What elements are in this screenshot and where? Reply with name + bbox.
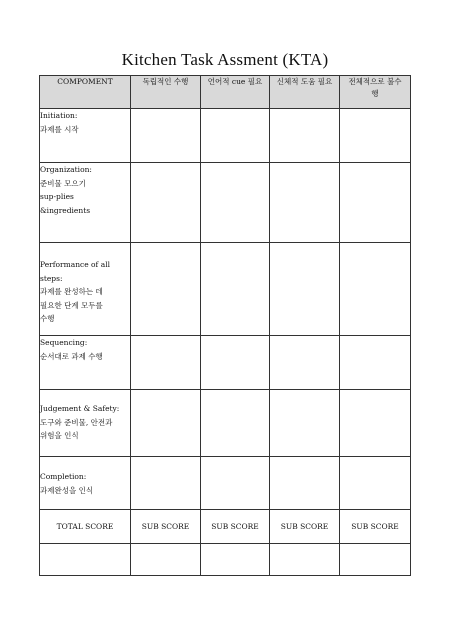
component-text: 도구와 준비물, 안전과 — [40, 417, 113, 427]
header-verbal-cue: 언어적 cue 필요 — [201, 76, 270, 109]
component-text: 필요한 단계 모두를 — [40, 300, 103, 310]
score-cell[interactable] — [340, 163, 411, 243]
component-text: 위험을 인식 — [40, 431, 79, 440]
score-cell[interactable] — [270, 390, 340, 457]
component-text: Completion: — [40, 472, 87, 481]
score-cell[interactable] — [270, 457, 340, 510]
document-title: Kitchen Task Assment (KTA) — [121, 50, 329, 69]
component-text: Sequencing: — [40, 338, 88, 347]
score-cell[interactable] — [131, 336, 201, 390]
score-cell[interactable] — [201, 336, 270, 390]
sub-score-cell[interactable] — [201, 544, 270, 576]
score-cell[interactable] — [131, 163, 201, 243]
component-text: 준비물 모으기 — [40, 178, 86, 188]
component-cell — [40, 336, 131, 390]
component-text: 과제완성을 인식 — [40, 485, 94, 495]
sub-score-cell[interactable] — [340, 544, 411, 576]
component-text: &ingredients — [40, 205, 91, 215]
score-cell[interactable] — [201, 243, 270, 336]
total-value-row — [40, 544, 411, 576]
header-independent: 독립적인 수행 — [131, 76, 201, 109]
component-text: Performance of all — [40, 260, 110, 269]
component-cell — [40, 163, 131, 243]
score-cell[interactable] — [131, 457, 201, 510]
component-text: Initiation: — [40, 111, 78, 120]
header-not-performed: 전체적으로 불수행 — [340, 76, 411, 109]
header-physical-assist: 신체적 도움 필요 — [270, 76, 340, 109]
total-score-cell[interactable] — [40, 544, 131, 576]
table-row-judgement — [40, 390, 411, 457]
score-cell[interactable] — [340, 390, 411, 457]
score-cell[interactable] — [270, 109, 340, 163]
component-text: 과제를 완성하는 데 — [40, 287, 103, 296]
table-row-initiation — [40, 109, 411, 163]
component-text: sup-plies — [40, 192, 74, 201]
header-component: COMPOMENT — [40, 76, 131, 109]
score-cell[interactable] — [201, 457, 270, 510]
component-text: 수행 — [40, 314, 55, 323]
score-cell[interactable] — [340, 109, 411, 163]
score-cell[interactable] — [131, 390, 201, 457]
kta-table — [39, 75, 411, 576]
sub-score-label: SUB SCORE — [340, 510, 411, 544]
score-cell[interactable] — [270, 336, 340, 390]
header-row — [40, 76, 411, 109]
sub-score-cell[interactable] — [270, 544, 340, 576]
total-score-row — [40, 510, 411, 544]
table-row-organization — [40, 163, 411, 243]
component-cell — [40, 109, 131, 163]
component-text: steps: — [40, 273, 63, 283]
score-cell[interactable] — [340, 457, 411, 510]
component-text: Organization: — [40, 165, 92, 174]
score-cell[interactable] — [270, 243, 340, 336]
score-cell[interactable] — [131, 243, 201, 336]
score-cell[interactable] — [201, 163, 270, 243]
sub-score-label: SUB SCORE — [131, 510, 201, 544]
sub-score-label: SUB SCORE — [201, 510, 270, 544]
score-cell[interactable] — [201, 390, 270, 457]
component-text: 과제를 시작 — [40, 124, 79, 134]
component-text: 순서대로 과제 수행 — [40, 351, 103, 361]
score-cell[interactable] — [340, 336, 411, 390]
component-cell — [40, 457, 131, 510]
score-cell[interactable] — [270, 163, 340, 243]
table-row-completion — [40, 457, 411, 510]
sub-score-cell[interactable] — [131, 544, 201, 576]
component-text: Judgement & Safety: — [40, 404, 120, 413]
table-row-sequencing — [40, 336, 411, 390]
total-score-label: TOTAL SCORE — [40, 510, 131, 544]
table-row-performance — [40, 243, 411, 336]
score-cell[interactable] — [340, 243, 411, 336]
component-cell — [40, 243, 131, 336]
score-cell[interactable] — [131, 109, 201, 163]
sub-score-label: SUB SCORE — [270, 510, 340, 544]
component-cell — [40, 390, 131, 457]
score-cell[interactable] — [201, 109, 270, 163]
